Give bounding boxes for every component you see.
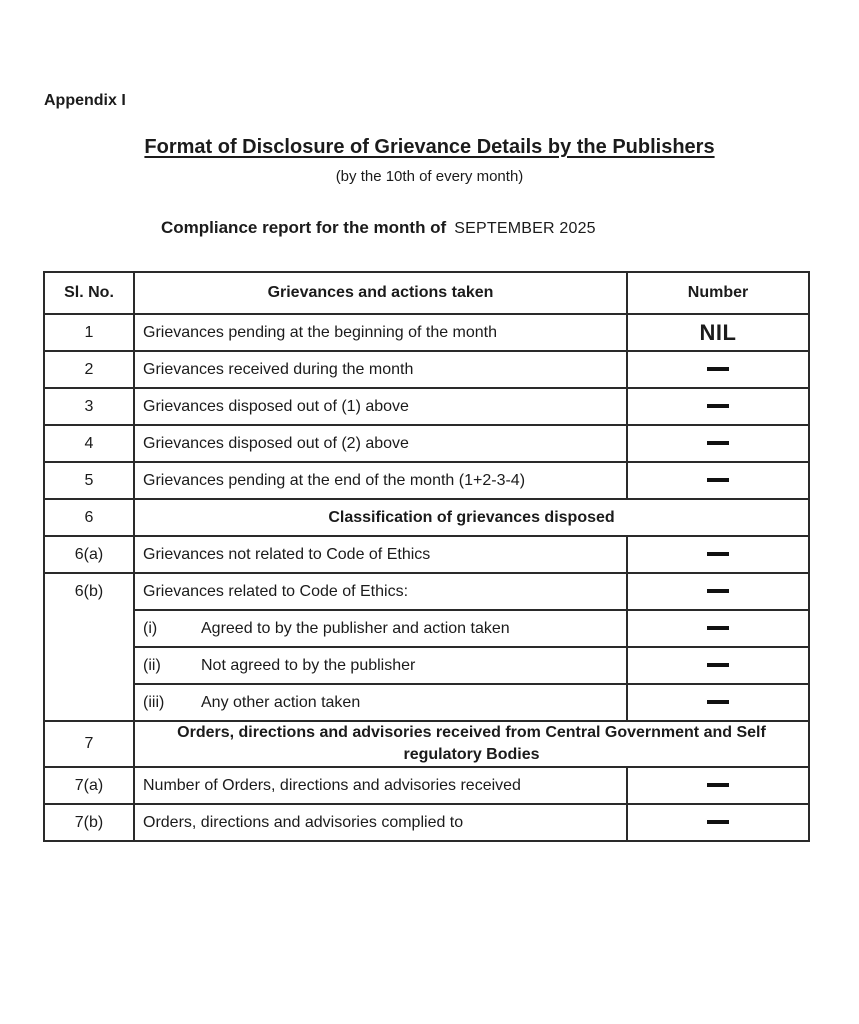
row-description: Grievances not related to Code of Ethics — [134, 536, 627, 573]
dash-value — [707, 626, 729, 630]
row-sl: 7 — [44, 721, 134, 767]
nil-value: NIL — [699, 319, 737, 345]
table-row — [44, 767, 809, 804]
row-description: Grievances received during the month — [134, 351, 627, 388]
subrow-text: Agreed to by the publisher and action taken — [201, 619, 510, 637]
row-sl: 7(a) — [44, 767, 134, 804]
subrow-description — [134, 684, 627, 721]
table-subrow — [44, 647, 809, 684]
row-sl: 6(a) — [44, 536, 134, 573]
header-grievances: Grievances and actions taken — [134, 272, 627, 314]
row-sl: 3 — [44, 388, 134, 425]
report-label: Compliance report for the month of — [161, 218, 447, 237]
row-value — [627, 610, 809, 647]
row-value — [627, 767, 809, 804]
dash-value — [707, 367, 729, 371]
table-row — [44, 462, 809, 499]
row-sl: 6 — [44, 499, 134, 536]
row-description: Grievances disposed out of (2) above — [134, 425, 627, 462]
section-heading: Classification of grievances disposed — [134, 499, 809, 536]
row-value — [627, 351, 809, 388]
row-sl: 2 — [44, 351, 134, 388]
row-value — [627, 425, 809, 462]
header-sl-no: Sl. No. — [44, 272, 134, 314]
section-heading: Orders, directions and advisories received from Central Government and Self regulatory Bodies — [134, 721, 809, 767]
report-period-line — [161, 218, 596, 238]
appendix-label: Appendix I — [44, 92, 126, 109]
table-row — [44, 573, 809, 610]
row-description: Grievances pending at the end of the month (1+2-3-4) — [134, 462, 627, 499]
row-value — [627, 647, 809, 684]
table-row — [44, 388, 809, 425]
table-row — [44, 351, 809, 388]
table-header-row — [44, 272, 809, 314]
row-sl: 5 — [44, 462, 134, 499]
row-value — [627, 804, 809, 841]
row-sl: 1 — [44, 314, 134, 351]
subrow-description — [134, 610, 627, 647]
dash-value — [707, 552, 729, 556]
row-value — [627, 684, 809, 721]
row-value — [627, 388, 809, 425]
row-sl: 7(b) — [44, 804, 134, 841]
row-value — [627, 536, 809, 573]
row-value — [627, 462, 809, 499]
row-value — [627, 314, 809, 351]
dash-value — [707, 589, 729, 593]
table-subrow — [44, 610, 809, 647]
row-description: Grievances disposed out of (1) above — [134, 388, 627, 425]
report-month: SEPTEMBER 2025 — [454, 220, 596, 237]
dash-value — [707, 820, 729, 824]
roman-numeral: (ii) — [143, 656, 161, 674]
row-sl: 4 — [44, 425, 134, 462]
roman-numeral: (iii) — [143, 693, 165, 711]
table-row — [44, 425, 809, 462]
table-row — [44, 804, 809, 841]
roman-numeral: (i) — [143, 619, 158, 637]
table-section-row — [44, 721, 809, 767]
row-value — [627, 573, 809, 610]
table-subrow — [44, 684, 809, 721]
document-title: Format of Disclosure of Grievance Details by the Publishers — [144, 136, 715, 158]
row-sl: 6(b) — [44, 573, 134, 721]
header-number: Number — [627, 272, 809, 314]
dash-value — [707, 700, 729, 704]
row-description: Grievances pending at the beginning of the month — [134, 314, 627, 351]
dash-value — [707, 478, 729, 482]
subrow-description — [134, 647, 627, 684]
table-row — [44, 314, 809, 351]
row-description: Grievances related to Code of Ethics: — [134, 573, 627, 610]
table-row — [44, 536, 809, 573]
row-description: Orders, directions and advisories complied to — [134, 804, 627, 841]
dash-value — [707, 663, 729, 667]
dash-value — [707, 783, 729, 787]
subrow-text: Any other action taken — [201, 693, 361, 711]
dash-value — [707, 404, 729, 408]
subrow-text: Not agreed to by the publisher — [201, 656, 416, 674]
row-description: Number of Orders, directions and advisories received — [134, 767, 627, 804]
table-section-row — [44, 499, 809, 536]
grievance-table — [43, 271, 810, 842]
document-subtitle: (by the 10th of every month) — [335, 168, 524, 185]
dash-value — [707, 441, 729, 445]
